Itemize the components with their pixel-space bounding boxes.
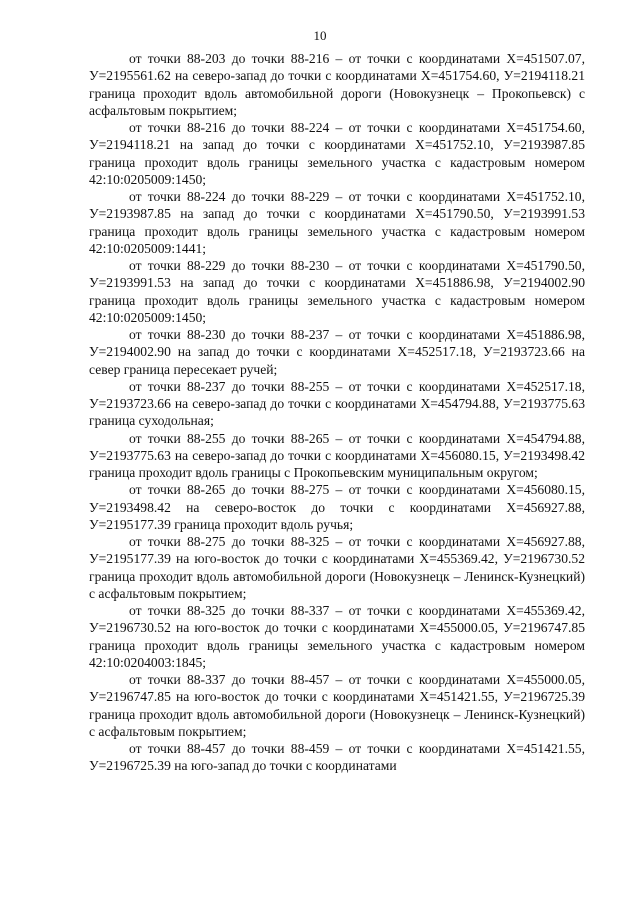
paragraph-88-229-88-230: от точки 88-229 до точки 88-230 – от точки с координатами Х=451790.50, У=2193991.53 на запад до точки с координатами Х=451886.98, У=2194002.90 граница проходит вдоль границы земельного участка с кадастровым номером 42:10:0205009:1450; <box>89 258 585 325</box>
paragraph-88-255-88-265: от точки 88-255 до точки 88-265 – от точки с координатами Х=454794.88, У=2193775.63 на северо-запад до точки с координатами Х=456080.15, У=2193498.42 граница проходит вдоль границы с Прокопьевским муниципальным округом; <box>89 430 585 480</box>
paragraph-88-216-88-224: от точки 88-216 до точки 88-224 – от точки с координатами Х=451754.60, У=2194118.21 на запад до точки с координатами Х=451752.10, У=2193987.85 граница проходит вдоль границы земельного участка с кадастровым номером 42:10:0205009:1450; <box>89 120 585 187</box>
paragraph-88-230-88-237: от точки 88-230 до точки 88-237 – от точки с координатами Х=451886.98, У=2194002.90 на запад до точки с координатами Х=452517.18, У=2193723.66 на север граница пересекает ручей; <box>89 327 585 377</box>
paragraph-88-203-88-216: от точки 88-203 до точки 88-216 – от точки с координатами Х=451507.07, У=2195561.62 на северо-запад до точки с координатами Х=451754.60, У=2194118.21 граница проходит вдоль автомобильной дороги (Новокузнецк – Прокопьевск) с асфальтовым покрытием; <box>89 51 585 118</box>
paragraph-88-325-88-337: от точки 88-325 до точки 88-337 – от точки с координатами Х=455369.42, У=2196730.52 на юго-восток до точки с координатами Х=455000.05, У=2196747.85 граница проходит вдоль границы земельного участка с кадастровым номером 42:10:0204003:1845; <box>89 603 585 670</box>
paragraph-88-224-88-229: от точки 88-224 до точки 88-229 – от точки с координатами Х=451752.10, У=2193987.85 на запад до точки с координатами Х=451790.50, У=2193991.53 граница проходит вдоль границы земельного участка с кадастровым номером 42:10:0205009:1441; <box>89 189 585 256</box>
paragraph-88-265-88-275: от точки 88-265 до точки 88-275 – от точки с координатами Х=456080.15, У=2193498.42 на северо-восток до точки с координатами Х=456927.88, У=2195177.39 граница проходит вдоль ручья; <box>89 482 585 532</box>
paragraph-88-337-88-457: от точки 88-337 до точки 88-457 – от точки с координатами Х=455000.05, У=2196747.85 на юго-восток до точки с координатами Х=451421.55, У=2196725.39 граница проходит вдоль автомобильной дороги (Новокузнецк – Ленинск-Кузнецкий) с асфальтовым покрытием; <box>89 672 585 739</box>
boundary-description <box>89 50 585 775</box>
paragraph-88-275-88-325: от точки 88-275 до точки 88-325 – от точки с координатами Х=456927.88, У=2195177.39 на юго-восток до точки с координатами Х=455369.42, У=2196730.52 граница проходит вдоль автомобильной дороги (Новокузнецк – Ленинск-Кузнецкий) с асфальтовым покрытием; <box>89 534 585 601</box>
paragraph-88-457-88-459: от точки 88-457 до точки 88-459 – от точки с координатами Х=451421.55, У=2196725.39 на юго-запад до точки с координатами <box>89 741 585 774</box>
page-number: 10 <box>313 28 327 43</box>
paragraph-88-237-88-255: от точки 88-237 до точки 88-255 – от точки с координатами Х=452517.18, У=2193723.66 на северо-запад до точки с координатами Х=454794.88, У=2193775.63 граница суходольная; <box>89 378 585 429</box>
